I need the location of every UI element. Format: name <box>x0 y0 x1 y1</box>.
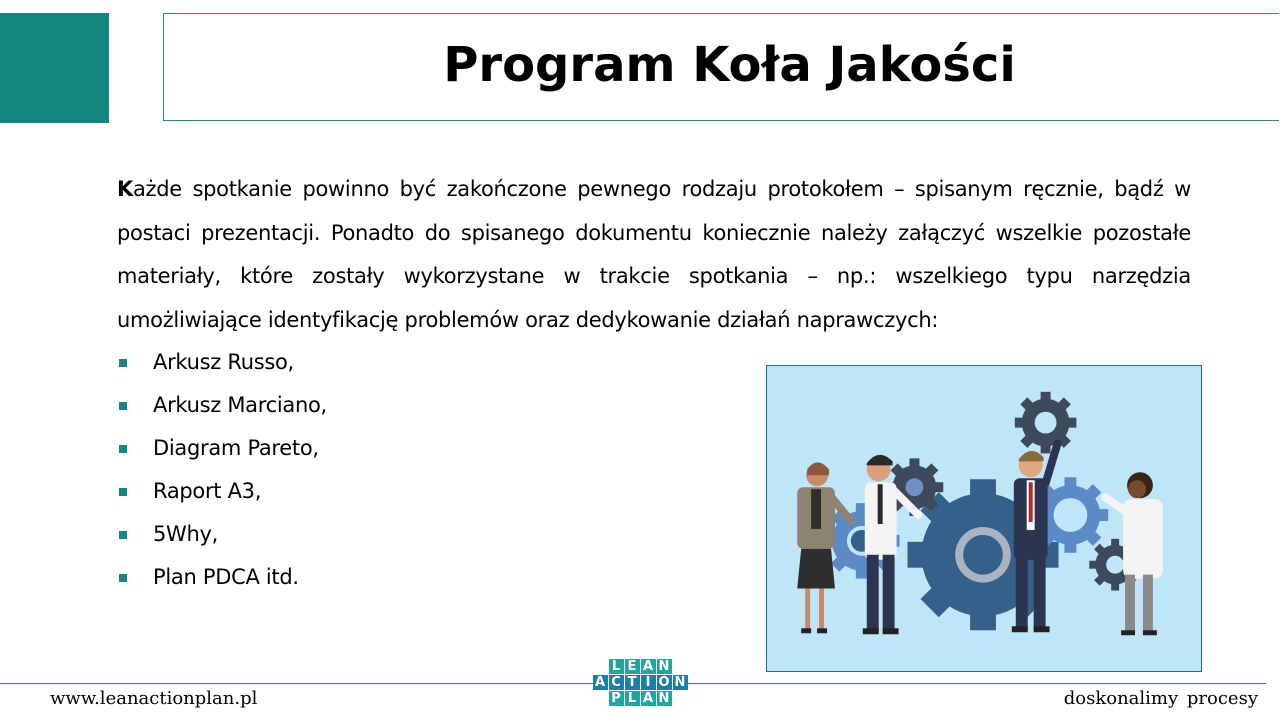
list-item <box>117 427 327 470</box>
logo-letter: N <box>673 675 688 690</box>
list-item <box>117 470 327 513</box>
logo-letter: O <box>658 675 670 690</box>
list-item-text: Diagram Pareto, <box>153 436 319 460</box>
logo-letter: P <box>609 691 624 706</box>
list-item <box>117 384 327 427</box>
bullet-icon <box>119 402 127 410</box>
page-title: Program Koła Jakości <box>443 37 1016 93</box>
lean-action-plan-logo <box>593 659 687 708</box>
list-item <box>117 341 327 384</box>
list-item-text: Arkusz Russo, <box>153 350 294 374</box>
logo-letter: I <box>641 675 656 690</box>
accent-block <box>0 13 109 123</box>
list-item-text: Raport A3, <box>153 479 262 503</box>
bullet-icon <box>119 445 127 453</box>
paragraph-first-letter: K <box>117 177 133 201</box>
logo-row <box>609 691 672 706</box>
title-box <box>163 13 1279 121</box>
list-item-text: Plan PDCA itd. <box>153 565 299 589</box>
logo-letter: A <box>641 659 656 674</box>
bullet-icon <box>119 531 127 539</box>
logo-letter: T <box>625 675 640 690</box>
logo-letter: A <box>641 691 656 706</box>
teamwork-gears-illustration <box>766 365 1202 672</box>
logo-letter: L <box>625 691 640 706</box>
logo-letter: L <box>609 659 624 674</box>
logo-letter: N <box>657 691 672 706</box>
small-gear-icon <box>1015 392 1077 454</box>
bullet-icon <box>119 574 127 582</box>
gears-people-image <box>767 366 1201 671</box>
tools-list <box>117 341 327 599</box>
body-paragraph <box>117 168 1191 342</box>
bullet-icon <box>119 359 127 367</box>
footer-tagline: doskonalimy procesy <box>1063 688 1258 709</box>
list-item-text: Arkusz Marciano, <box>153 393 327 417</box>
logo-letter: A <box>593 675 608 690</box>
list-item <box>117 513 327 556</box>
bullet-icon <box>119 488 127 496</box>
logo-letter: E <box>625 659 640 674</box>
footer-website[interactable]: www.leanactionplan.pl <box>50 688 258 709</box>
logo-letter: C <box>609 675 624 690</box>
paragraph-text: ażde spotkanie powinno być zakończone pewnego rodzaju protokołem – spisanym ręcznie, bądź w postaci prezentacji. Ponadto do spisanego dokumentu koniecznie należy załączyć wszelkie pozostałe materiały, które zostały wykorzystane w trakcie spotkania – np.: wszelkiego typu narzędzia umożliwiające identyfikację problemów oraz dedykowanie działań naprawczych: <box>117 177 1191 332</box>
list-item <box>117 556 327 599</box>
logo-row <box>593 675 688 690</box>
list-item-text: 5Why, <box>153 522 219 546</box>
logo-letter: N <box>657 659 672 674</box>
logo-row <box>609 659 672 674</box>
